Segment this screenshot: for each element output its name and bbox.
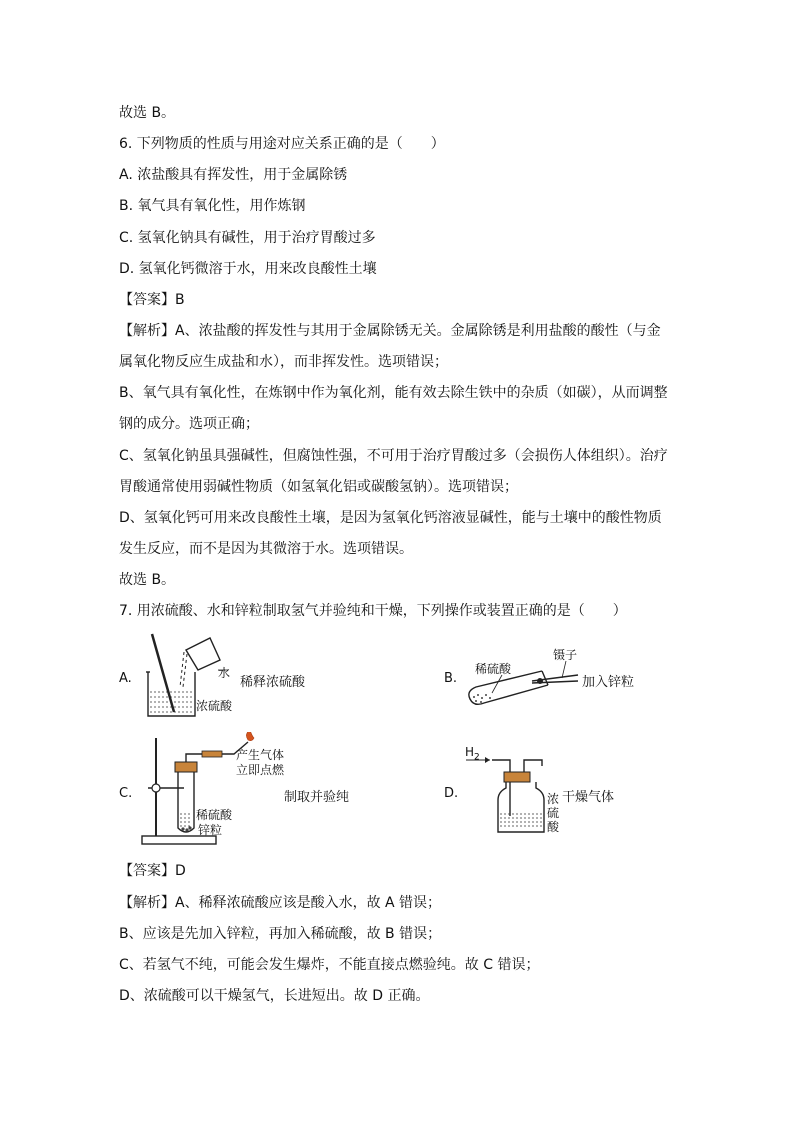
analysis-6-line: 发生反应，而不是因为其微溶于水。选项错误。 bbox=[119, 541, 413, 557]
analysis-7-line: D、浓硫酸可以干燥氢气，长进短出。故 D 正确。 bbox=[119, 988, 430, 1004]
figure-d-caption: 干燥气体 bbox=[562, 790, 615, 805]
option-6a: A. 浓盐酸具有挥发性，用于金属除锈 bbox=[119, 167, 348, 183]
label-concentrated-sulfuric-acid bbox=[547, 792, 561, 834]
analysis-6-line: 钢的成分。选项正确； bbox=[119, 416, 259, 432]
hydrogen-subscript: 2 bbox=[474, 752, 480, 763]
figure-c-caption: 制取并验纯 bbox=[284, 790, 350, 805]
option-6d: D. 氢氧化钙微溶于水，用来改良酸性土壤 bbox=[119, 261, 377, 277]
label-dilute-acid: 稀硫酸 bbox=[475, 662, 512, 676]
analysis-7-line: C、若氢气不纯，可能会发生爆炸，不能直接点燃验纯。故 C 错误； bbox=[119, 957, 540, 973]
option-6b: B. 氧气具有氧化性，用作炼钢 bbox=[119, 198, 306, 214]
hydrogen-symbol: H bbox=[465, 745, 475, 759]
analysis-7-line: B、应该是先加入锌粒，再加入稀硫酸，故 B 错误； bbox=[119, 926, 442, 942]
analysis-6-line: 胃酸通常使用弱碱性物质（如氢氧化铝或碳酸氢钠）。选项错误； bbox=[119, 479, 518, 495]
answer-6: 【答案】B bbox=[119, 292, 185, 308]
text-line: 故选 B。 bbox=[119, 572, 176, 588]
answer-7: 【答案】D bbox=[119, 863, 186, 879]
label-dilute-acid: 稀硫酸 bbox=[196, 808, 233, 822]
label-water: 水 bbox=[218, 666, 231, 680]
analysis-6-line: D、氢氧化钙可用来改良酸性土壤，是因为氢氧化钙溶液显碱性，能与土壤中的酸性物质 bbox=[119, 510, 662, 526]
acid-char: 酸 bbox=[547, 820, 560, 834]
figure-a-letter: A. bbox=[119, 671, 132, 686]
label-tweezers: 镊子 bbox=[553, 648, 578, 662]
analysis-6-line: B、氧气具有氧化性，在炼钢中作为氧化剂，能有效去除生铁中的杂质（如碳），从而调整 bbox=[119, 385, 668, 401]
option-6c: C. 氢氧化钠具有碱性，用于治疗胃酸过多 bbox=[119, 230, 376, 246]
analysis-6-line: 【解析】A、浓盐酸的挥发性与其用于金属除锈无关。金属除锈是利用盐酸的酸性（与金 bbox=[119, 323, 661, 339]
question-6-stem: 6. 下列物质的性质与用途对应关系正确的是（ ） bbox=[119, 136, 445, 152]
figure-b-caption: 加入锌粒 bbox=[582, 675, 635, 690]
question-7-stem: 7. 用浓硫酸、水和锌粒制取氢气并验纯和干燥，下列操作或装置正确的是（ ） bbox=[119, 603, 627, 619]
figure-a-caption: 稀释浓硫酸 bbox=[240, 675, 306, 690]
analysis-6-line: 属氧化物反应生成盐和水），而非挥发性。选项错误； bbox=[119, 354, 448, 370]
acid-char: 浓 bbox=[547, 792, 560, 806]
label-gas-produced: 产生气体 bbox=[236, 748, 285, 762]
analysis-6-line: C、氢氧化钠虽具强碱性，但腐蚀性强，不可用于治疗胃酸过多（会损伤人体组织）。治疗 bbox=[119, 448, 668, 464]
acid-char: 硫 bbox=[547, 806, 560, 820]
label-ignite-immediately: 立即点燃 bbox=[236, 763, 285, 777]
label-concentrated-acid: 浓硫酸 bbox=[196, 699, 233, 713]
figure-b-letter: B. bbox=[444, 671, 458, 686]
analysis-7-line: 【解析】A、稀释浓硫酸应该是酸入水，故 A 错误； bbox=[119, 895, 442, 911]
figure-d-letter: D. bbox=[444, 786, 459, 801]
text-line: 故选 B。 bbox=[119, 105, 176, 121]
label-zinc-granules: 锌粒 bbox=[198, 823, 223, 837]
figure-c-letter: C. bbox=[119, 786, 133, 801]
